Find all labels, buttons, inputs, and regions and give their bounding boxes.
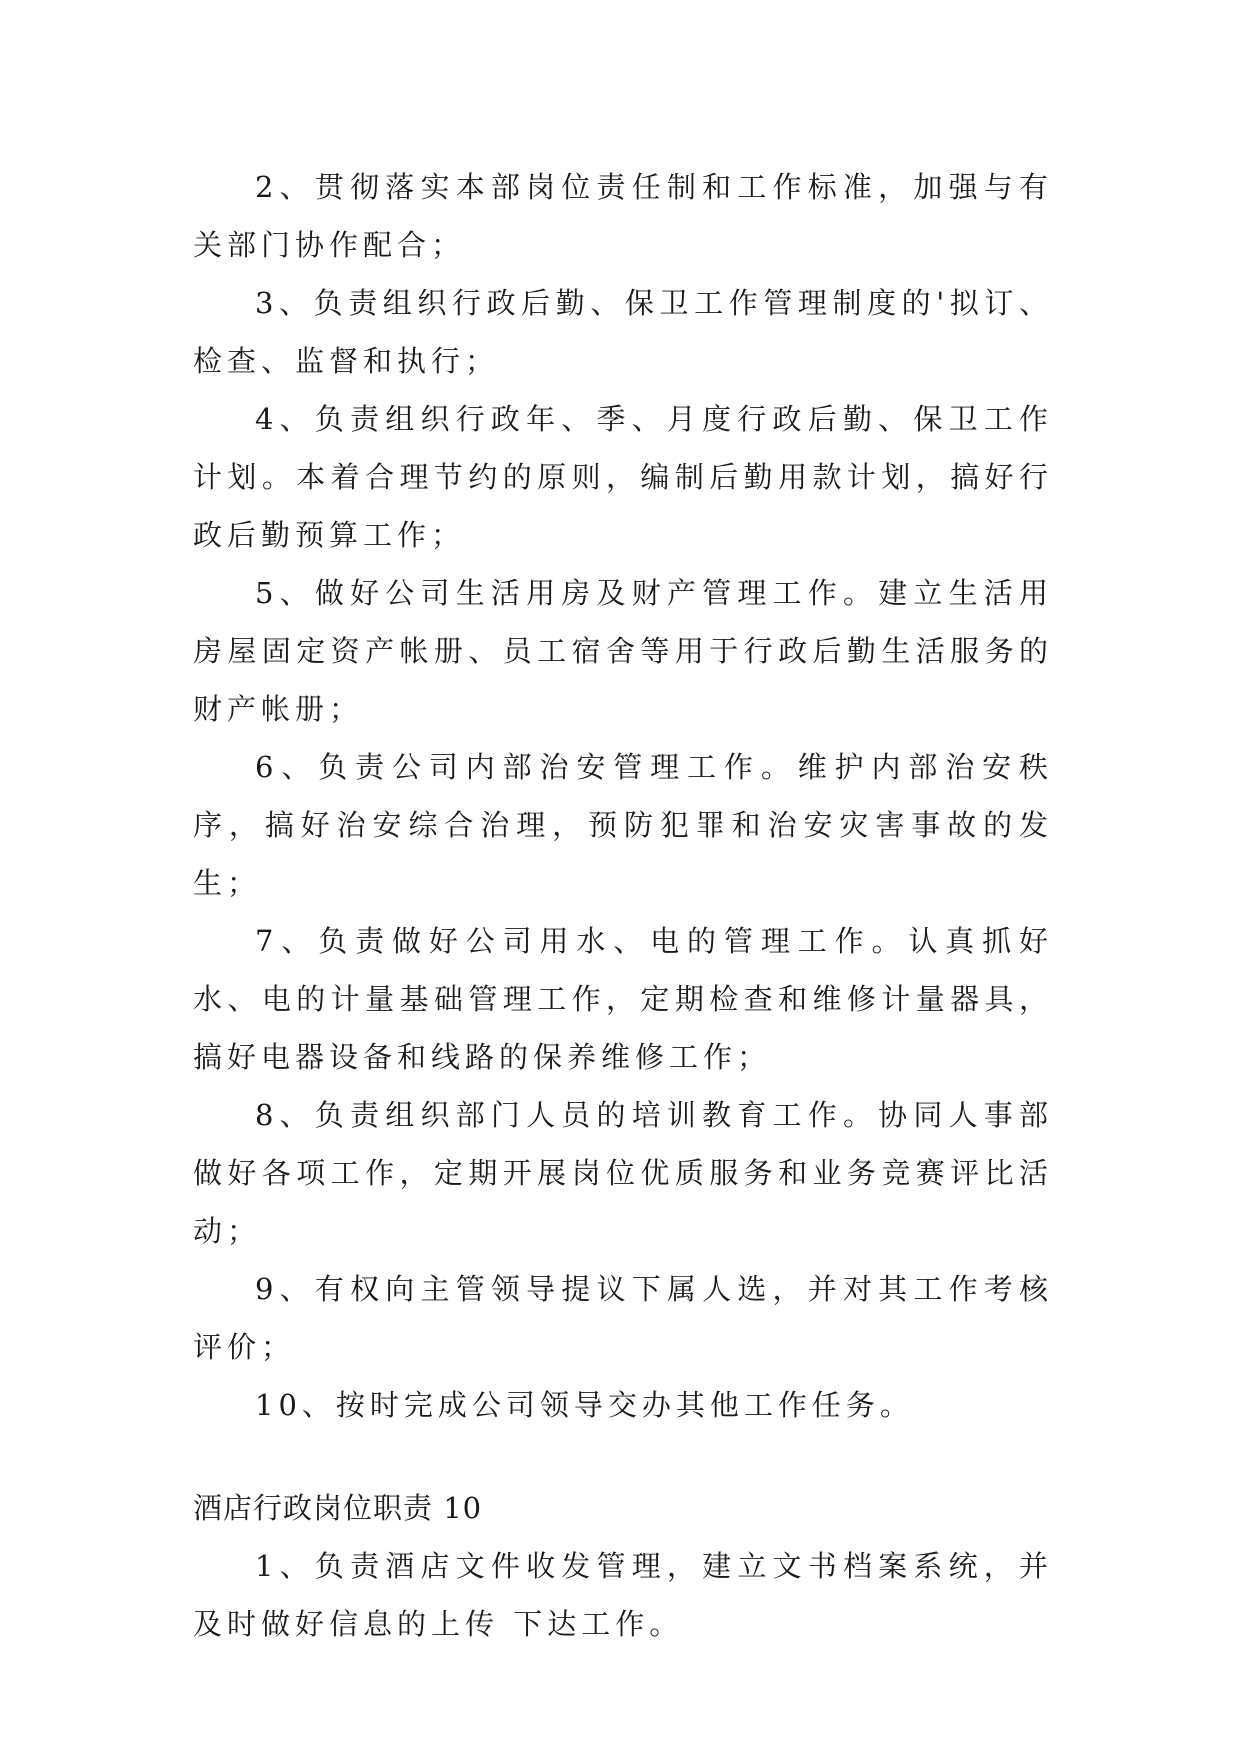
duty-item-2: 2、贯彻落实本部岗位责任制和工作标准，加强与有关部门协作配合； (193, 170, 1053, 262)
duty-item-3: 3、负责组织行政后勤、保卫工作管理制度的'拟订、检查、监督和执行； (193, 286, 1053, 378)
duty-item-10: 10、按时完成公司领导交办其他工作任务。 (255, 1388, 914, 1422)
duty-item-8: 8、负责组织部门人员的培训教育工作。协同人事部做好各项工作，定期开展岗位优质服务和业务竞赛评比活动； (193, 1098, 1053, 1248)
duty-item-6: 6、负责公司内部治安管理工作。维护内部治安秩序，搞好治安综合治理，预防犯罪和治安灾害事故的发生； (193, 750, 1053, 900)
document-body (193, 158, 1053, 1653)
duty-item-4: 4、负责组织行政年、季、月度行政后勤、保卫工作计划。本着合理节约的原则，编制后勤用款计划，搞好行政后勤预算工作； (193, 402, 1053, 552)
section-duty-item-1: 1、负责酒店文件收发管理，建立文书档案系统，并及时做好信息的上传 下达工作。 (193, 1549, 1053, 1641)
duty-item-5: 5、做好公司生活用房及财产管理工作。建立生活用房屋固定资产帐册、员工宿舍等用于行政后勤生活服务的财产帐册； (193, 576, 1053, 726)
duty-item-7: 7、负责做好公司用水、电的管理工作。认真抓好水、电的计量基础管理工作，定期检查和维修计量器具，搞好电器设备和线路的保养维修工作； (193, 924, 1053, 1074)
duty-item-9: 9、有权向主管领导提议下属人选，并对其工作考核评价； (193, 1272, 1053, 1364)
section-heading: 酒店行政岗位职责 10 (193, 1491, 483, 1525)
